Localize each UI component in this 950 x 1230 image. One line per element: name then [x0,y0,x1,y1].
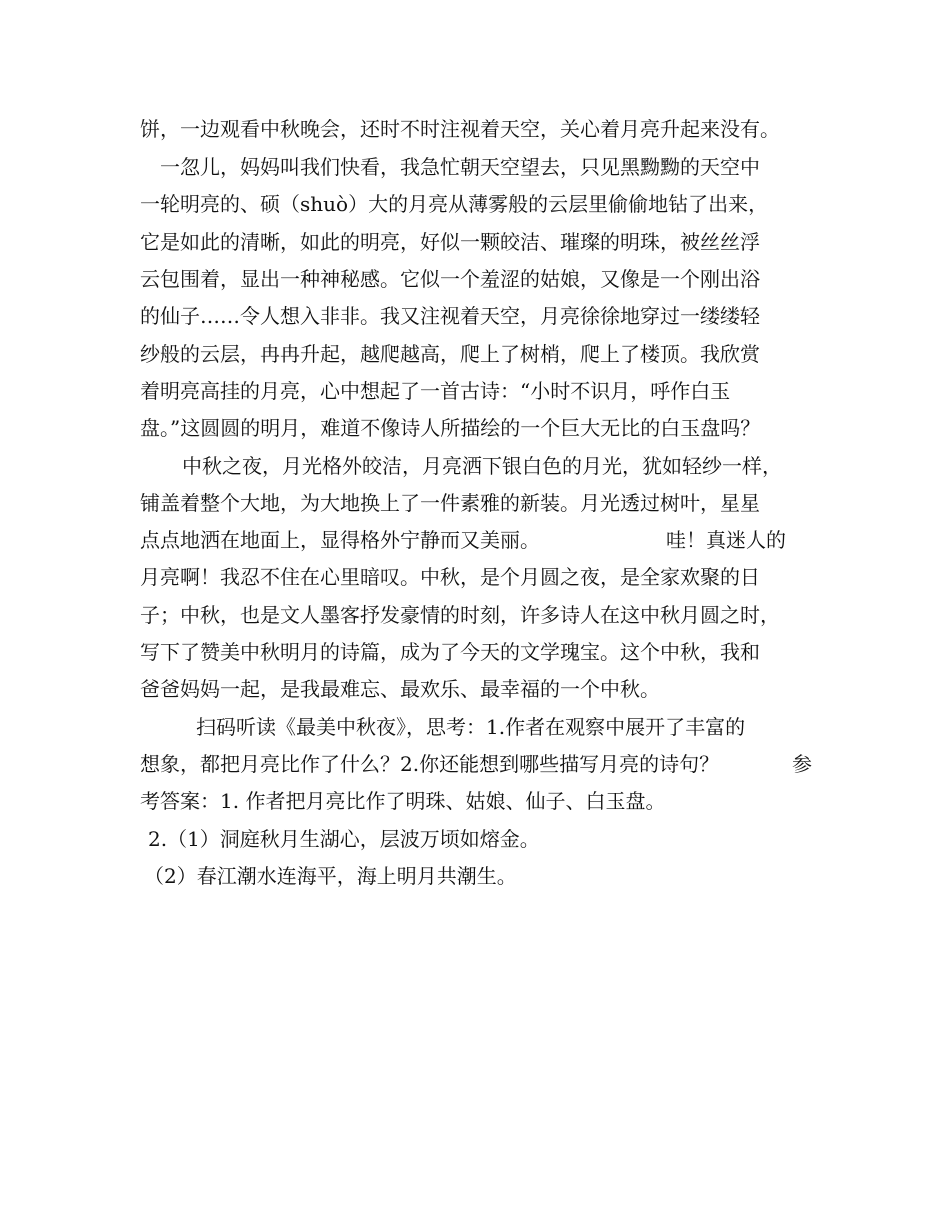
text-line-9: 盘。”这圆圆的明月，难道不像诗人所描绘的一个巨大无比的白玉盘吗？ [140,416,761,440]
text-line-2: 一忽儿，妈妈叫我们快看，我急忙朝天空望去，只见黑黝黝的天空中 [160,155,760,179]
answer-line-3: （2）春江潮水连海平，海上明月共潮生。 [144,864,517,888]
text-line-3: 一轮明亮的、硕（shuò）大的月亮从薄雾般的云层里偷偷地钻了出来， [140,192,769,216]
text-line-4: 它是如此的清晰，如此的明亮，好似一颗皎洁、璀璨的明珠，被丝丝浮 [140,230,760,254]
text-line-14: 子；中秋，也是文人墨客抒发豪情的时刻，许多诗人在这中秋月圆之时， [140,603,780,627]
text-line-15: 写下了赞美中秋明月的诗篇，成为了今天的文学瑰宝。这个中秋，我和 [140,640,760,664]
question-line-1: 扫码听读《最美中秋夜》，思考：1.作者在观察中展开了丰富的 [196,715,746,739]
text-line-8: 着明亮高挂的月亮，心中想起了一首古诗：“小时不识月，呼作白玉 [140,379,731,403]
text-line-12b: 哇！真迷人的 [666,528,786,552]
text-line-10: 中秋之夜，月光格外皎洁，月亮洒下银白色的月光，犹如轻纱一样， [182,454,782,478]
text-line-11: 铺盖着整个大地，为大地换上了一件素雅的新装。月光透过树叶，星星 [140,491,760,515]
answer-line-1: 考答案：1. 作者把月亮比作了明珠、姑娘、仙子、白玉盘。 [140,789,666,813]
text-line-12a: 点点地洒在地面上，显得格外宁静而又美丽。 [140,528,540,552]
text-line-6: 的仙子……令人想入非非。我又注视着天空，月亮徐徐地穿过一缕缕轻 [140,304,760,328]
text-line-16: 爸爸妈妈一起，是我最难忘、最欢乐、最幸福的一个中秋。 [140,677,660,701]
answer-label-start: 参 [792,752,812,776]
text-line-1: 饼，一边观看中秋晚会，还时不时注视着天空，关心着月亮升起来没有。 [140,117,780,141]
text-line-7: 纱般的云层，冉冉升起，越爬越高，爬上了树梢，爬上了楼顶。我欣赏 [140,342,760,366]
text-line-13: 月亮啊！我忍不住在心里暗叹。中秋，是个月圆之夜，是全家欢聚的日 [140,565,760,589]
text-line-5: 云包围着，显出一种神秘感。它似一个羞涩的姑娘，又像是一个刚出浴 [140,267,760,291]
answer-line-2: 2.（1）洞庭秋月生湖心，层波万顷如熔金。 [148,827,540,851]
question-line-2: 想象，都把月亮比作了什么？2.你还能想到哪些描写月亮的诗句？ [140,752,720,776]
